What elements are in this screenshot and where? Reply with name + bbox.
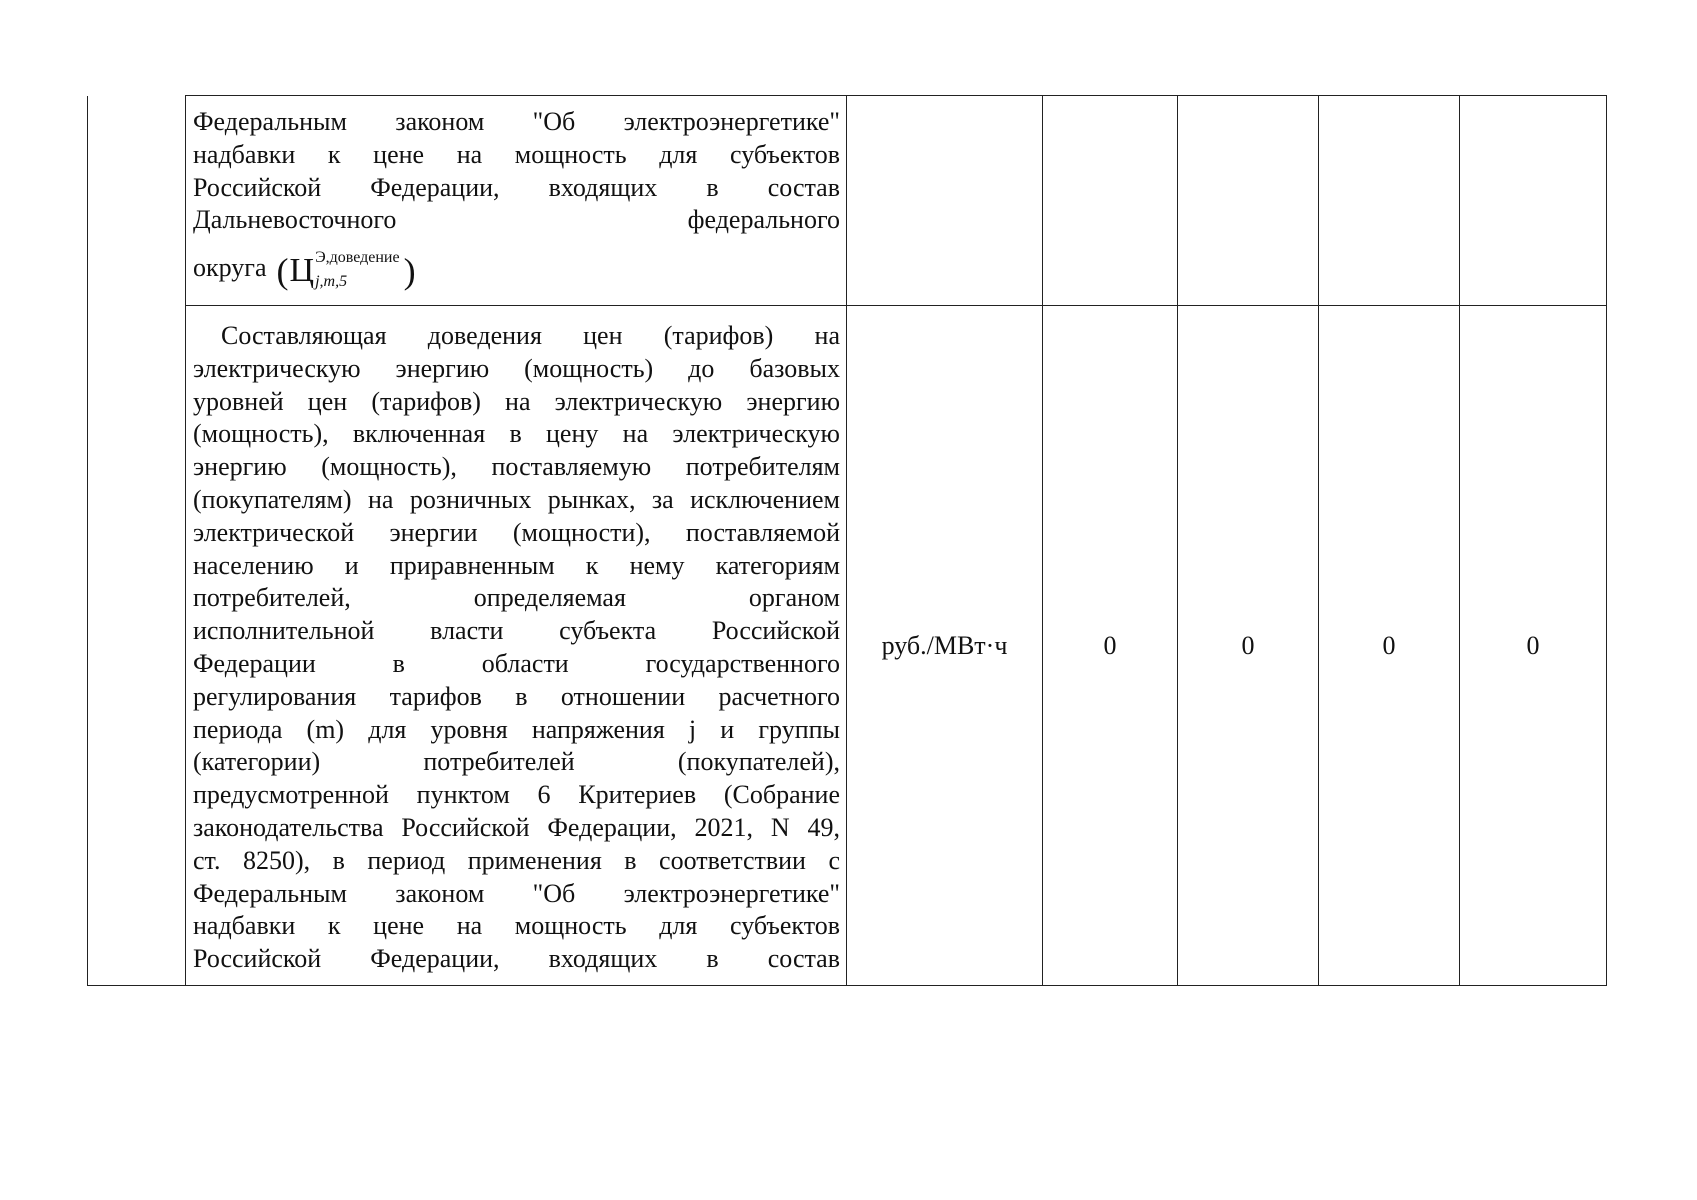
- text-line: Дальневосточного федерального: [193, 205, 840, 235]
- description-cell: [186, 96, 847, 306]
- value-cell: 0: [1178, 306, 1319, 986]
- text-line: населению и приравненным к нему категориям: [193, 550, 840, 580]
- formula-subscript: j,m,5: [315, 273, 348, 291]
- text-line: электрическую энергию (мощность) до базовых: [193, 353, 840, 383]
- formula-close-paren: ): [403, 251, 416, 292]
- text-line: Составляющая доведения цен (тарифов) на: [221, 321, 840, 350]
- text-line: (категории) потребителей (покупателей),: [193, 747, 840, 777]
- text-line: ст. 8250), в период применения в соответствии с: [193, 845, 840, 875]
- value-cell: 0: [1460, 306, 1607, 986]
- unit-cell: [847, 96, 1043, 306]
- text-line: Российской Федерации, входящих в состав: [193, 944, 840, 974]
- text-line: регулирования тарифов в отношении расчетного: [193, 681, 840, 711]
- text-line: Федеральным законом "Об электроэнергетике": [193, 878, 840, 908]
- table-row: [88, 96, 1607, 306]
- formula-symbol: Ц: [289, 252, 315, 290]
- text-line: периода (m) для уровня напряжения j и группы: [193, 714, 840, 744]
- text-line: исполнительной власти субъекта Российской: [193, 616, 840, 646]
- text-line: Федеральным законом "Об электроэнергетике": [193, 107, 840, 136]
- description-text: [186, 96, 846, 292]
- formula-scripts: [315, 249, 400, 291]
- value-cell: [1319, 96, 1460, 306]
- value-cell: 0: [1043, 306, 1178, 986]
- text-line: уровней цен (тарифов) на электрическую энергию: [193, 386, 840, 416]
- unit-cell: руб./МВт·ч: [847, 306, 1043, 986]
- text-line: Российской Федерации, входящих в состав: [193, 172, 840, 202]
- value-cell: [1043, 96, 1178, 306]
- description-cell: [186, 306, 847, 986]
- value-cell: [1460, 96, 1607, 306]
- formula-line: [193, 239, 840, 292]
- text-line: энергию (мощность), поставляемую потребителям: [193, 452, 840, 482]
- tariff-table: [87, 95, 1607, 986]
- text-word: округа: [193, 253, 267, 283]
- text-line: Федерации в области государственного: [193, 648, 840, 678]
- text-line: потребителей, определяемая органом: [193, 583, 840, 613]
- index-cell: [88, 306, 186, 986]
- text-line: надбавки к цене на мощность для субъектов: [193, 139, 840, 169]
- text-line: (мощность), включенная в цену на электрическую: [193, 419, 840, 449]
- text-line: (покупателям) на розничных рынках, за исключением: [193, 484, 840, 514]
- text-line: предусмотренной пунктом 6 Критериев (Собрание: [193, 780, 840, 810]
- value-cell: [1178, 96, 1319, 306]
- text-line: электрической энергии (мощности), поставляемой: [193, 517, 840, 547]
- table-row: [88, 306, 1607, 986]
- text-line: надбавки к цене на мощность для субъектов: [193, 911, 840, 941]
- value-cell: 0: [1319, 306, 1460, 986]
- text-line: законодательства Российской Федерации, 2021, N 49,: [193, 812, 840, 842]
- index-cell: [88, 96, 186, 306]
- description-text: [186, 306, 846, 976]
- formula-open-paren: (: [276, 251, 289, 292]
- price-formula: [276, 249, 416, 292]
- formula-superscript: Э,доведение: [315, 249, 400, 267]
